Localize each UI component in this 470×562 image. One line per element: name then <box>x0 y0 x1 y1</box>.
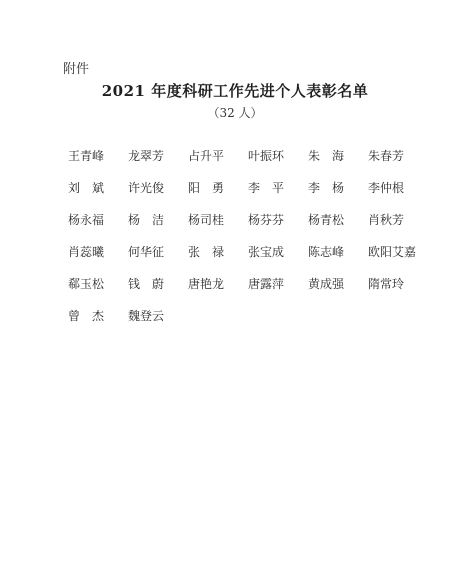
name-item: 肖秋芳 <box>368 213 405 227</box>
name-item: 唐艳龙 <box>188 277 225 291</box>
name-item: 占升平 <box>188 149 225 163</box>
name-item: 杨司桂 <box>188 213 225 227</box>
name-item: 龙翠芳 <box>128 149 165 163</box>
name-item: 欧阳艾嘉 <box>368 245 417 259</box>
name-item: 曾 杰 <box>68 309 105 323</box>
name-item: 郗玉松 <box>68 277 105 291</box>
name-item: 许光俊 <box>128 181 165 195</box>
name-item: 杨永福 <box>68 213 105 227</box>
name-item: 阳 勇 <box>188 181 225 195</box>
name-item: 杨青松 <box>308 213 345 227</box>
name-item: 王青峰 <box>68 149 105 163</box>
name-item: 何华征 <box>128 245 165 259</box>
name-item: 唐露萍 <box>248 277 285 291</box>
name-item: 杨芬芬 <box>248 213 285 227</box>
name-item: 李 平 <box>248 181 285 195</box>
name-item: 肖蕊曦 <box>68 245 105 259</box>
name-item: 李仲根 <box>368 181 405 195</box>
person-count: （32 人） <box>207 106 263 120</box>
name-item: 杨 洁 <box>128 213 165 227</box>
name-item: 李 杨 <box>308 181 345 195</box>
attachment-label: 附件 <box>63 62 90 77</box>
name-item: 魏登云 <box>128 309 165 323</box>
name-item: 陈志峰 <box>308 245 345 259</box>
name-item: 朱 海 <box>308 149 345 163</box>
name-item: 隋常玲 <box>368 277 405 291</box>
name-item: 叶振环 <box>248 149 285 163</box>
page-title: 2021 年度科研工作先进个人表彰名单 <box>101 82 369 100</box>
name-item: 刘 斌 <box>68 181 105 195</box>
name-list <box>68 148 438 340</box>
name-item: 张 禄 <box>188 245 225 259</box>
name-item: 钱 蔚 <box>128 277 165 291</box>
name-item: 黄成强 <box>308 277 345 291</box>
name-item: 朱春芳 <box>368 149 405 163</box>
name-item: 张宝成 <box>248 245 285 259</box>
